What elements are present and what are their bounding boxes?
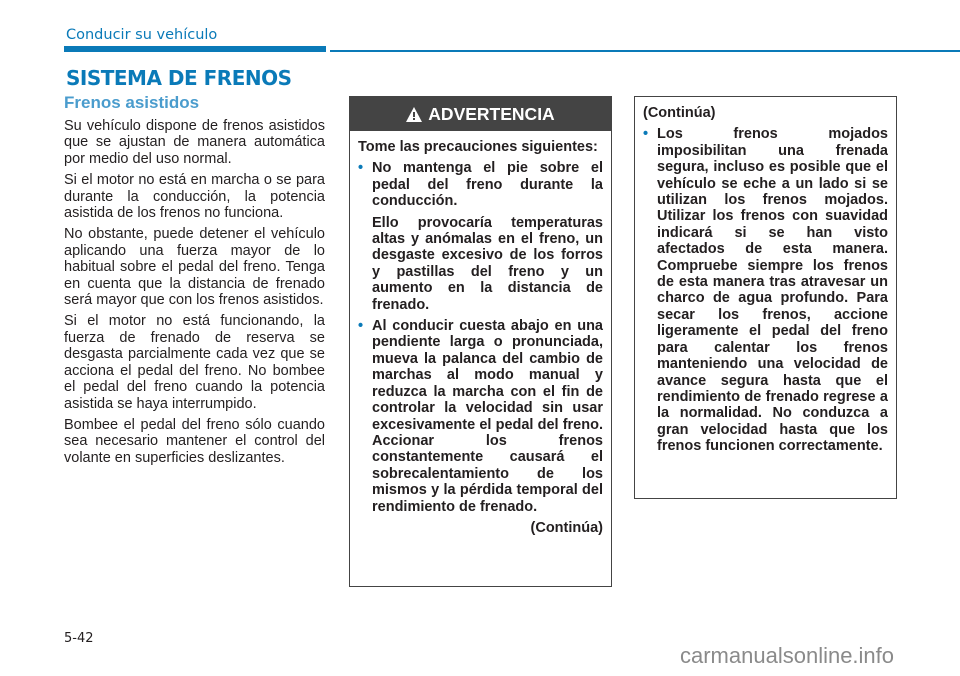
watermark: carmanualsonline.info — [680, 643, 895, 668]
paragraph: Si el motor no está en marcha o se para durante la conducción, la potencia asistida de los frenos no funciona. — [64, 172, 325, 222]
warning-intro: Tome las precauciones siguientes: — [358, 139, 598, 155]
section-header: Conducir su vehículo — [66, 27, 218, 43]
paragraph: Bombee el pedal del freno sólo cuando sea necesario mantener el control del volante en superficies deslizantes. — [64, 416, 325, 466]
warning-box — [349, 96, 612, 587]
continued-bullet: • Los frenos mojados imposibilitan una frenada segura, incluso es posible que el vehículo se eche a un lado si se utilizan los frenos mojados. Utilizar los frenos con suavidad indicará si se han visto afectados de esta manera. Compruebe siempre los frenos de esta manera tras atravesar un charco de agua profundo. Para secar los frenos, accione ligeramente el pedal del freno para calentar los frenos manteniendo una velocidad de avance segura hasta que el rendimiento de frenado regrese a la normalidad. No conduzca a gran velocidad hasta que los frenos funcionen correctamente. — [643, 126, 888, 454]
paragraph: No obstante, puede detener el vehículo aplicando una fuerza mayor de lo habitual sobre el pedal del freno. Tenga en cuenta que la distancia de frenado será mayor que con los frenos asistidos. — [64, 226, 325, 309]
warning-heading: ADVERTENCIA — [428, 103, 555, 124]
warning-bullet: • No mantenga el pie sobre el pedal del freno durante la conducción. — [358, 160, 603, 209]
header-bar — [64, 46, 326, 52]
page-title: SISTEMA DE FRENOS — [66, 66, 292, 90]
paragraph: Si el motor no está funcionando, la fuerza de frenado de reserva se desgasta parcialmente cada vez que se acciona el pedal del freno. No bombee el pedal del freno cuando la potencia asistida se haya interrumpido. — [64, 313, 325, 412]
paragraph: Su vehículo dispone de frenos asistidos que se ajustan de manera automática por medio del uso normal. — [64, 118, 325, 167]
header-rule — [330, 50, 960, 52]
warning-bullet: • Al conducir cuesta abajo en una pendiente larga o pronunciada, mueva la palanca del cambio de marchas al modo manual y reduzca la marcha con el fin de controlar la velocidad sin usar excesivamente el pedal del freno. Accionar los frenos constantemente causará el sobrecalentamiento de los mismos y la pérdida temporal del rendimiento de frenado. — [358, 318, 603, 515]
subtitle: Frenos asistidos — [64, 93, 200, 112]
warning-note: Ello provocaría temperaturas altas y anómalas en el freno, un desgaste excesivo de los forros y pastillas del freno y un aumento en la distancia de frenado. — [372, 214, 603, 313]
warning-header — [350, 97, 611, 131]
page-number: 5-42 — [64, 631, 94, 646]
left-column — [64, 118, 325, 471]
continues-label: (Continúa) — [530, 519, 603, 536]
continued-box — [634, 96, 897, 499]
warning-triangle-icon — [406, 107, 422, 122]
continued-heading: (Continúa) — [643, 105, 716, 121]
